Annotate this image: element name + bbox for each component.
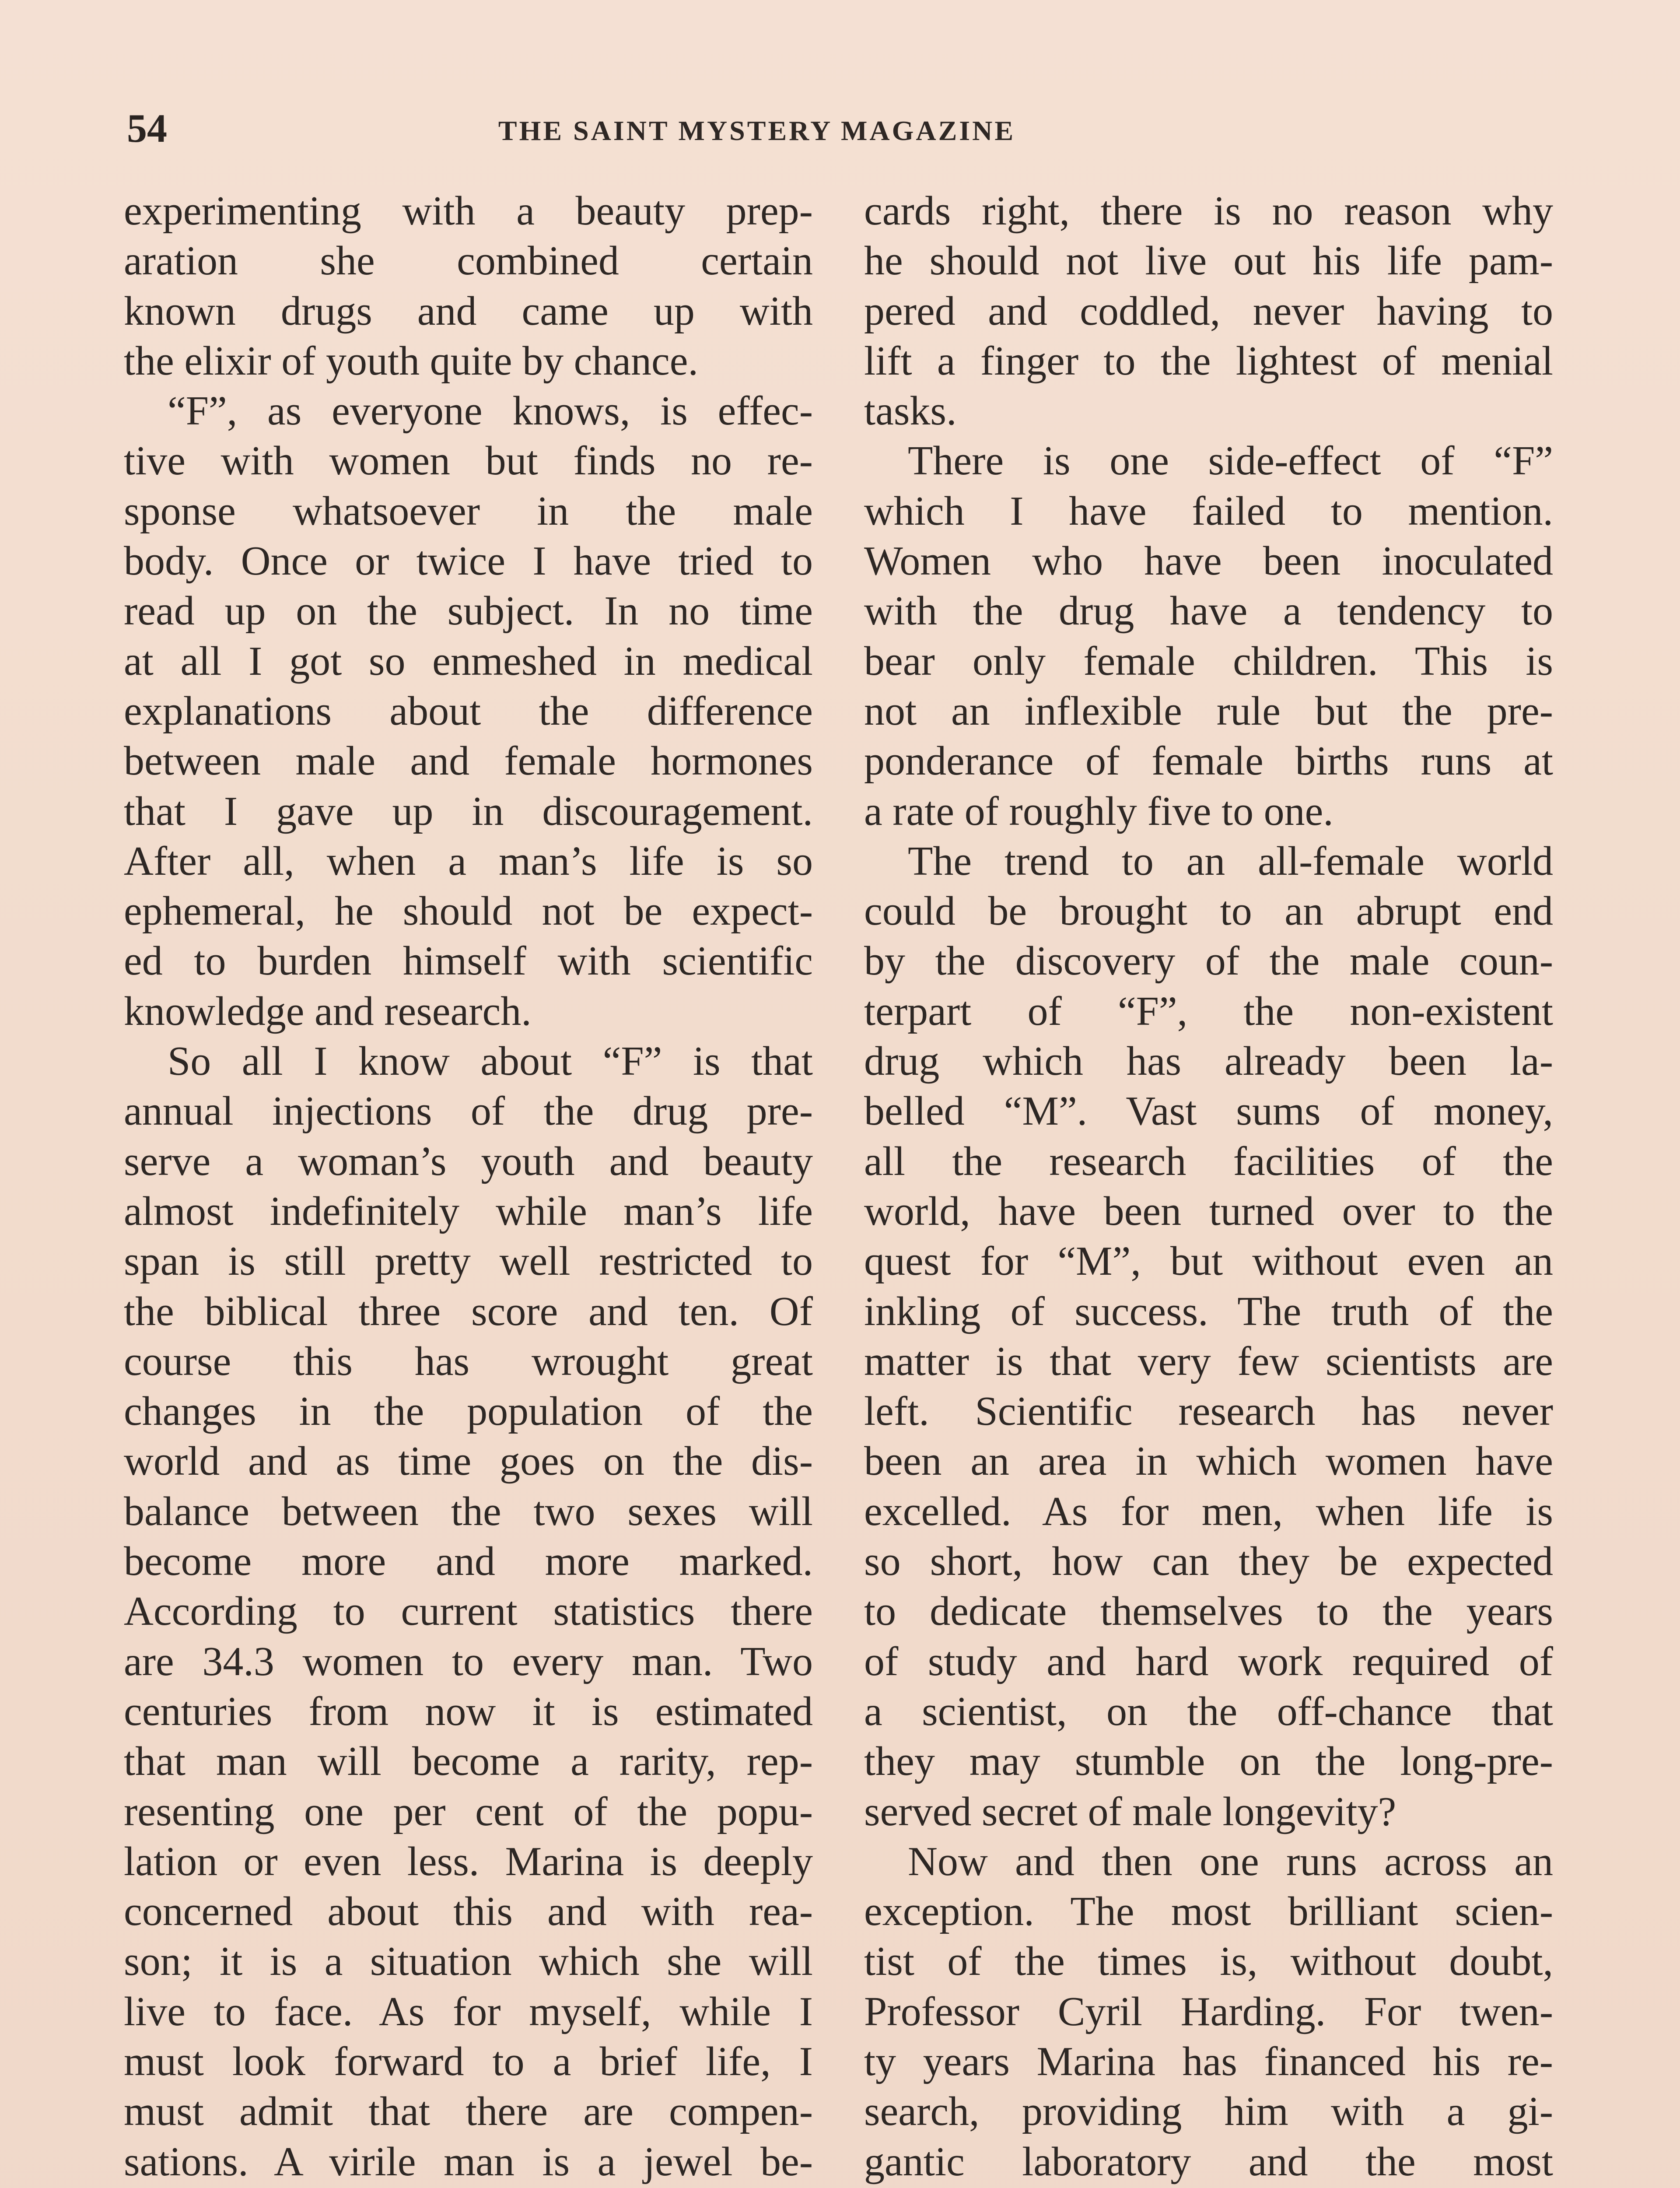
text-line: read up on the subject. In no time — [124, 588, 813, 634]
text-line: to dedicate themselves to the years — [864, 1588, 1553, 1634]
text-line: lation or even less. Marina is deeply — [124, 1838, 813, 1884]
text-line: The trend to an all-female world — [908, 838, 1553, 884]
text-line: changes in the population of the — [124, 1389, 813, 1434]
text-line: lift a finger to the lightest of menial — [864, 338, 1553, 384]
text-line: serve a woman’s youth and beauty — [124, 1138, 813, 1184]
text-line: with the drug have a tendency to — [864, 588, 1553, 634]
left-column — [124, 186, 813, 2188]
text-line: drug which has already been la- — [864, 1038, 1553, 1084]
text-line: bear only female children. This is — [864, 638, 1553, 684]
text-line: ty years Marina has financed his re- — [864, 2038, 1553, 2084]
text-line: all the research facilities of the — [864, 1138, 1553, 1184]
text-line: son; it is a situation which she will — [124, 1939, 813, 1985]
text-line: search, providing him with a gi- — [864, 2089, 1553, 2135]
running-head: THE SAINT MYSTERY MAGAZINE — [498, 115, 1016, 146]
text-line: sations. A virile man is a jewel be- — [124, 2139, 813, 2184]
text-line: annual injections of the drug pre- — [124, 1088, 813, 1134]
text-line: Women who have been inoculated — [864, 538, 1553, 584]
text-line: tasks. — [864, 388, 957, 434]
text-line: a scientist, on the off-chance that — [864, 1688, 1553, 1734]
text-line: balance between the two sexes will — [124, 1488, 813, 1534]
right-column — [864, 186, 1553, 2188]
text-line: known drugs and came up with — [124, 288, 813, 334]
text-line: After all, when a man’s life is so — [124, 838, 813, 884]
text-line: that man will become a rarity, rep- — [124, 1739, 813, 1785]
text-line: a rate of roughly five to one. — [864, 788, 1334, 834]
text-line: that I gave up in discouragement. — [124, 788, 813, 834]
text-line: could be brought to an abrupt end — [864, 888, 1553, 934]
text-line: must admit that there are compen- — [124, 2089, 813, 2135]
text-line: world and as time goes on the dis- — [124, 1438, 813, 1484]
text-line: served secret of male longevity? — [864, 1788, 1396, 1834]
text-line: world, have been turned over to the — [864, 1188, 1553, 1234]
text-line: not an inflexible rule but the pre- — [864, 688, 1553, 734]
text-line: According to current statistics there — [124, 1588, 813, 1634]
text-line: he should not live out his life pam- — [864, 238, 1553, 284]
text-line: must look forward to a brief life, I — [124, 2038, 813, 2084]
text-line: Professor Cyril Harding. For twen- — [864, 1988, 1553, 2034]
text-line: centuries from now it is estimated — [124, 1688, 813, 1734]
text-line: span is still pretty well restricted to — [124, 1238, 813, 1284]
text-line: “F”, as everyone knows, is effec- — [168, 388, 813, 434]
text-line: gantic laboratory and the most — [864, 2139, 1553, 2184]
text-line: ed to burden himself with scientific — [124, 938, 813, 984]
text-line: Now and then one runs across an — [908, 1838, 1553, 1884]
text-line: body. Once or twice I have tried to — [124, 538, 813, 584]
text-line: cards right, there is no reason why — [864, 188, 1553, 234]
text-line: resenting one per cent of the popu- — [124, 1788, 813, 1834]
text-line: So all I know about “F” is that — [168, 1038, 813, 1084]
text-line: of study and hard work required of — [864, 1638, 1553, 1684]
text-line: become more and more marked. — [124, 1539, 813, 1585]
text-line: There is one side-effect of “F” — [908, 438, 1553, 484]
text-line: quest for “M”, but without even an — [864, 1238, 1553, 1284]
text-line: sponse whatsoever in the male — [124, 488, 813, 534]
text-line: which I have failed to mention. — [864, 488, 1553, 534]
text-line: tive with women but finds no re- — [124, 438, 813, 484]
text-line: concerned about this and with rea- — [124, 1889, 813, 1935]
text-line: aration she combined certain — [124, 238, 813, 284]
text-line: matter is that very few scientists are — [864, 1338, 1553, 1384]
text-line: by the discovery of the male coun- — [864, 938, 1553, 984]
text-line: experimenting with a beauty prep- — [124, 188, 813, 234]
text-line: almost indefinitely while man’s life — [124, 1188, 813, 1234]
text-line: inkling of success. The truth of the — [864, 1288, 1553, 1334]
text-line: so short, how can they be expected — [864, 1539, 1553, 1585]
text-line: belled “M”. Vast sums of money, — [864, 1088, 1553, 1134]
text-line: ponderance of female births runs at — [864, 738, 1553, 784]
text-line: ephemeral, he should not be expect- — [124, 888, 813, 934]
text-line: course this has wrought great — [124, 1338, 813, 1384]
page-header — [127, 105, 1562, 158]
text-line: tist of the times is, without doubt, — [864, 1939, 1553, 1985]
text-line: live to face. As for myself, while I — [124, 1988, 813, 2034]
text-line: between male and female hormones — [124, 738, 813, 784]
text-line: terpart of “F”, the non-existent — [864, 988, 1553, 1034]
text-line: been an area in which women have — [864, 1438, 1553, 1484]
text-line: left. Scientific research has never — [864, 1389, 1553, 1434]
text-line: excelled. As for men, when life is — [864, 1488, 1553, 1534]
page-number: 54 — [127, 106, 167, 151]
text-line: they may stumble on the long-pre- — [864, 1739, 1553, 1785]
text-line: pered and coddled, never having to — [864, 288, 1553, 334]
text-line: the elixir of youth quite by chance. — [124, 338, 698, 384]
text-line: the biblical three score and ten. Of — [124, 1288, 813, 1334]
text-line: exception. The most brilliant scien- — [864, 1889, 1553, 1935]
text-line: at all I got so enmeshed in medical — [124, 638, 813, 684]
text-line: are 34.3 women to every man. Two — [124, 1638, 813, 1684]
text-line: explanations about the difference — [124, 688, 813, 734]
text-line: knowledge and research. — [124, 988, 532, 1034]
